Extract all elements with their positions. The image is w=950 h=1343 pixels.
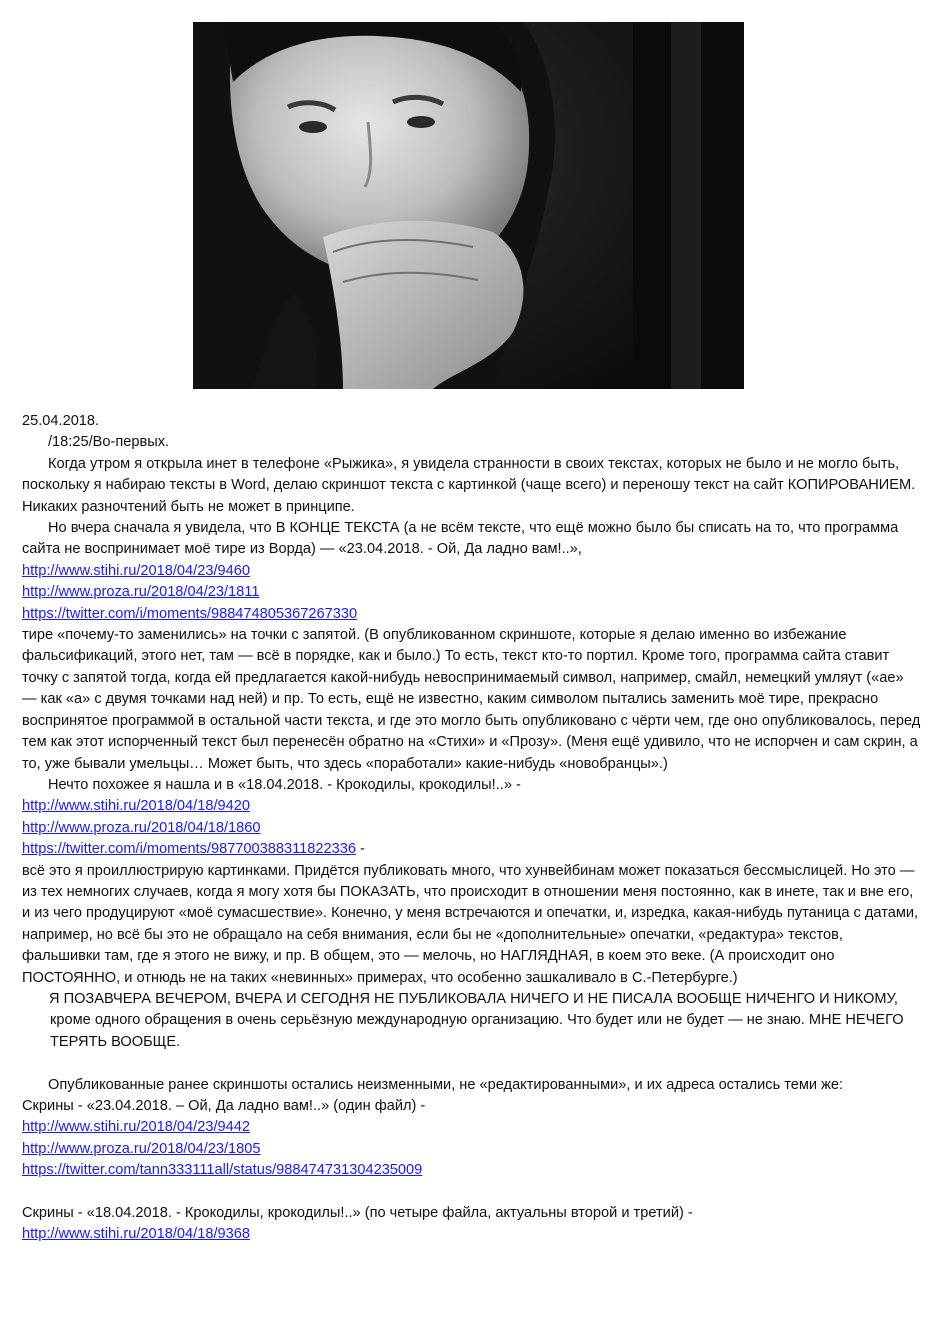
paragraph: Когда утром я открыла инет в телефоне «Рыжика», я увидела странности в своих текстах, которых не было и не могло быть, поскольку я набираю тексты в Word, делаю скриншот текста с картинкой (чаще всего) и переношу текст на сайт КОПИРОВАНИЕМ. Никаких разночтений быть не может в принципе.	[22, 455, 916, 515]
paragraph: тире «почему-то заменились» на точки с запятой. (В опубликованном скриншоте, которые я делаю именно во избежание фальсификаций, этого нет, там — всё в порядке, как и было.) То есть, текст кто-то портил. Кроме того, программа сайта ставит точку с запятой тогда, когда ей предлагается какой-нибудь невоспринимаемый символ, например, смайл, немецкий умляут («ае» — как «а» с двумя точками над ней) и пр. То есть, ещё не известно, каким символом пытались заменить моё тире, прекрасно воспринятое программой в остальной части текста, и где это могло быть опубликовано с чёрти чем, где оно опубликовалось, перед тем как этот испорченный текст был перенесён обратно на «Стихи» и «Прозу». (Меня ещё удивило, что не испорчен и сам скрин, а то, уже бывали умельцы… Может быть, что здесь «поработали» какие-нибудь «новобранцы».)	[22, 627, 921, 772]
paragraph: всё это я проиллюстрирую картинками. Придётся публиковать много, что хунвейбинам может показаться бессмыслицей. Но это — из тех немногих случаев, когда я могу хотя бы ПОКАЗАТЬ, что происходит в отношении меня постоянно, как в инете, так и вне его, и из чего продуцируют «моё сумасшествие». Конечно, у меня встречаются и опечатки, и, изредка, какая-нибудь путаница с датами, например, но всё бы это не обращало на себя внимания, если бы не «дополнительные» опечатки, «редактура» текстов, фальшивки там, где я этого не вижу, и пр. В общем, это — мелочь, но НАГЛЯДНАЯ, в коем это веке. (А происходит оно ПОСТОЯННО, и отнюдь не на таких «невинных» примерах, что особенно зашкаливало в С.-Петербурге.)	[22, 862, 919, 986]
date-line: 25.04.2018.	[22, 413, 100, 429]
screens-title: Скрины - «18.04.2018. - Крокодилы, крокодилы!..» (по четыре файла, актуальны второй и третий) -	[22, 1205, 693, 1221]
paragraph: Я ПОЗАВЧЕРА ВЕЧЕРОМ, ВЧЕРА И СЕГОДНЯ НЕ ПУБЛИКОВАЛА НИЧЕГО И НЕ ПИСАЛА ВООБЩЕ НИЧЕНГО И НИКОМУ, кроме одного обращения в очень серьёзную международную организацию. Что будет или не будет — не знаю. МНЕ НЕЧЕГО ТЕРЯТЬ ВООБЩЕ.	[49, 990, 904, 1050]
link-stihi[interactable]: http://www.stihi.ru/2018/04/18/9368	[22, 1226, 250, 1243]
link-stihi[interactable]: http://www.stihi.ru/2018/04/23/9460	[22, 562, 250, 579]
blank-line	[22, 1053, 922, 1074]
paragraph: Но вчера сначала я увидела, что В КОНЦЕ ТЕКСТА (а не всём тексте, что ещё можно было бы списать на то, что программа сайта не воспринимает моё тире из Ворда) — «23.04.2018. - Ой, Да ладно вам!..»,	[22, 520, 899, 558]
document-text	[22, 411, 922, 1246]
link-proza[interactable]: http://www.proza.ru/2018/04/18/1860	[22, 819, 261, 836]
link-stihi[interactable]: http://www.stihi.ru/2018/04/23/9442	[22, 1119, 250, 1136]
link-twitter[interactable]: https://twitter.com/i/moments/988474805367267330	[22, 605, 358, 622]
link-stihi[interactable]: http://www.stihi.ru/2018/04/18/9420	[22, 798, 250, 815]
link-suffix: -	[355, 841, 365, 858]
woman-portrait-photo	[193, 22, 744, 389]
link-proza[interactable]: http://www.proza.ru/2018/04/23/1805	[22, 1140, 261, 1157]
screens-title: Скрины - «23.04.2018. – Ой, Да ладно вам!..» (один файл) -	[22, 1097, 426, 1114]
link-twitter[interactable]: https://twitter.com/tann333111all/status/988474731304235009	[22, 1162, 423, 1179]
link-proza[interactable]: http://www.proza.ru/2018/04/23/1811	[22, 584, 260, 601]
time-line: /18:25/Во-первых.	[48, 434, 170, 451]
blank-line	[22, 1182, 922, 1203]
link-twitter[interactable]: https://twitter.com/i/moments/987700388311822336	[22, 841, 356, 858]
paragraph: Нечто похожее я нашла и в «18.04.2018. - Крокодилы, крокодилы!..» -	[48, 776, 521, 793]
paragraph: Опубликованные ранее скриншоты остались неизменными, не «редактированными», и их адреса остались теми же:	[48, 1076, 844, 1093]
